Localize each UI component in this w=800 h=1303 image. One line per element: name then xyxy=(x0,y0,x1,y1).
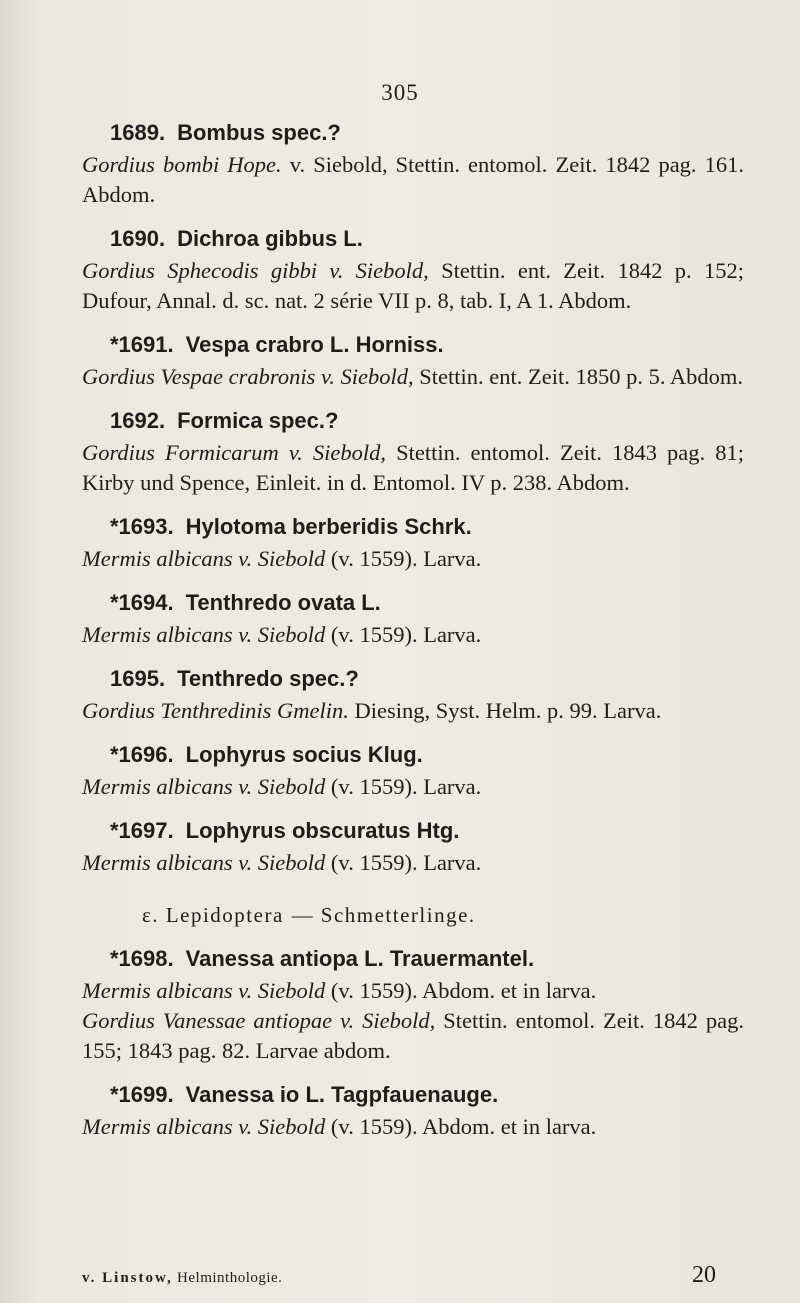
reference: (v. 1559). Larva. xyxy=(330,622,482,647)
entry-1699 xyxy=(82,1080,744,1142)
reference: (v. 1559). Larva. xyxy=(330,850,482,875)
parasite-taxon: Gordius bombi Hope. xyxy=(82,152,282,177)
parasite-taxon: Gordius Vanessae antiopae v. Siebold, xyxy=(82,1008,436,1033)
entry-1694 xyxy=(82,588,744,650)
host-name: Dichroa gibbus L. xyxy=(177,226,363,251)
parasite-taxon: Mermis albicans v. Siebold xyxy=(82,546,326,571)
host-name: Bombus spec.? xyxy=(177,120,341,145)
host-name: Lophyrus socius Klug. xyxy=(185,742,423,767)
section-german: Schmetterlinge. xyxy=(320,903,476,927)
section-dash: — xyxy=(291,903,313,927)
reference: v. Siebold, Stettin. entomol. Zeit. 1842 pag. 161. Abdom. xyxy=(82,152,744,207)
entry-number: 1689. xyxy=(110,120,166,145)
parasite-taxon: Gordius Tenthredinis Gmelin. xyxy=(82,698,349,723)
reference: Stettin. ent. Zeit. 1850 p. 5. Abdom. xyxy=(419,364,743,389)
entry-number: 1695. xyxy=(110,666,166,691)
parasite-taxon: Gordius Vespae crabronis v. Siebold, xyxy=(82,364,414,389)
page-number: 305 xyxy=(381,80,419,105)
entry-number: 1690. xyxy=(110,226,166,251)
entry-number: *1699. xyxy=(110,1082,174,1107)
host-name: Lophyrus obscuratus Htg. xyxy=(185,818,460,843)
host-name: Hylotoma berberidis Schrk. xyxy=(185,514,472,539)
parasite-taxon: Mermis albicans v. Siebold xyxy=(82,1114,326,1139)
footer-reference xyxy=(82,1270,282,1287)
entry-1692 xyxy=(82,406,744,498)
reference: (v. 1559). Larva. xyxy=(330,546,482,571)
host-name: Vanessa io L. Tagpfauenauge. xyxy=(185,1082,499,1107)
parasite-taxon: Mermis albicans v. Siebold xyxy=(82,850,326,875)
entry-1697 xyxy=(82,816,744,878)
entry-1698 xyxy=(82,944,744,1066)
reference: Diesing, Syst. Helm. p. 99. Larva. xyxy=(354,698,662,723)
entry-1690 xyxy=(82,224,744,316)
entry-1696 xyxy=(82,740,744,802)
entry-number: *1693. xyxy=(110,514,174,539)
entry-1695 xyxy=(82,664,744,726)
parasite-taxon: Mermis albicans v. Siebold xyxy=(82,978,326,1003)
parasite-taxon: Mermis albicans v. Siebold xyxy=(82,774,326,799)
entry-number: *1696. xyxy=(110,742,174,767)
host-name: Tenthredo spec.? xyxy=(177,666,359,691)
footer-author: v. Linstow, xyxy=(82,1270,173,1286)
parasite-taxon: Mermis albicans v. Siebold xyxy=(82,622,326,647)
parasite-taxon: Gordius Sphecodis gibbi v. Siebold, xyxy=(82,258,429,283)
entry-number: 1692. xyxy=(110,408,166,433)
page-footer xyxy=(82,1262,716,1289)
parasite-taxon: Gordius Formicarum v. Siebold, xyxy=(82,440,386,465)
reference: (v. 1559). Abdom. et in larva. xyxy=(330,1114,597,1139)
reference: Stettin. entomol. Zeit. 1842 pag. 155; 1843 pag. 82. Larvae abdom. xyxy=(82,1008,745,1063)
entry-number: *1691. xyxy=(110,332,174,357)
section-heading xyxy=(82,900,744,930)
section-latin: Lepidoptera xyxy=(165,903,284,927)
host-name: Vanessa antiopa L. Trauermantel. xyxy=(185,946,535,971)
signature-mark: 20 xyxy=(692,1262,716,1288)
page-content xyxy=(82,118,744,1156)
reference: Stettin. ent. Zeit. 1842 p. 152; Dufour, Annal. d. sc. nat. 2 série VII p. 8, tab. I, A 1. Abdom. xyxy=(82,258,745,313)
footer-title: Helminthologie. xyxy=(177,1270,283,1286)
host-name: Tenthredo ovata L. xyxy=(185,590,381,615)
entry-number: *1694. xyxy=(110,590,174,615)
entry-1689 xyxy=(82,118,744,210)
reference: Stettin. entomol. Zeit. 1843 pag. 81; Kirby und Spence, Einleit. in d. Entomol. IV p. 238. Abdom. xyxy=(82,440,745,495)
entry-1691 xyxy=(82,330,744,392)
host-name: Formica spec.? xyxy=(177,408,339,433)
entry-1693 xyxy=(82,512,744,574)
section-letter: ε. xyxy=(142,903,160,927)
reference: (v. 1559). Abdom. et in larva. xyxy=(330,978,597,1003)
entry-number: *1698. xyxy=(110,946,174,971)
reference: (v. 1559). Larva. xyxy=(330,774,482,799)
entry-number: *1697. xyxy=(110,818,174,843)
host-name: Vespa crabro L. Horniss. xyxy=(185,332,444,357)
